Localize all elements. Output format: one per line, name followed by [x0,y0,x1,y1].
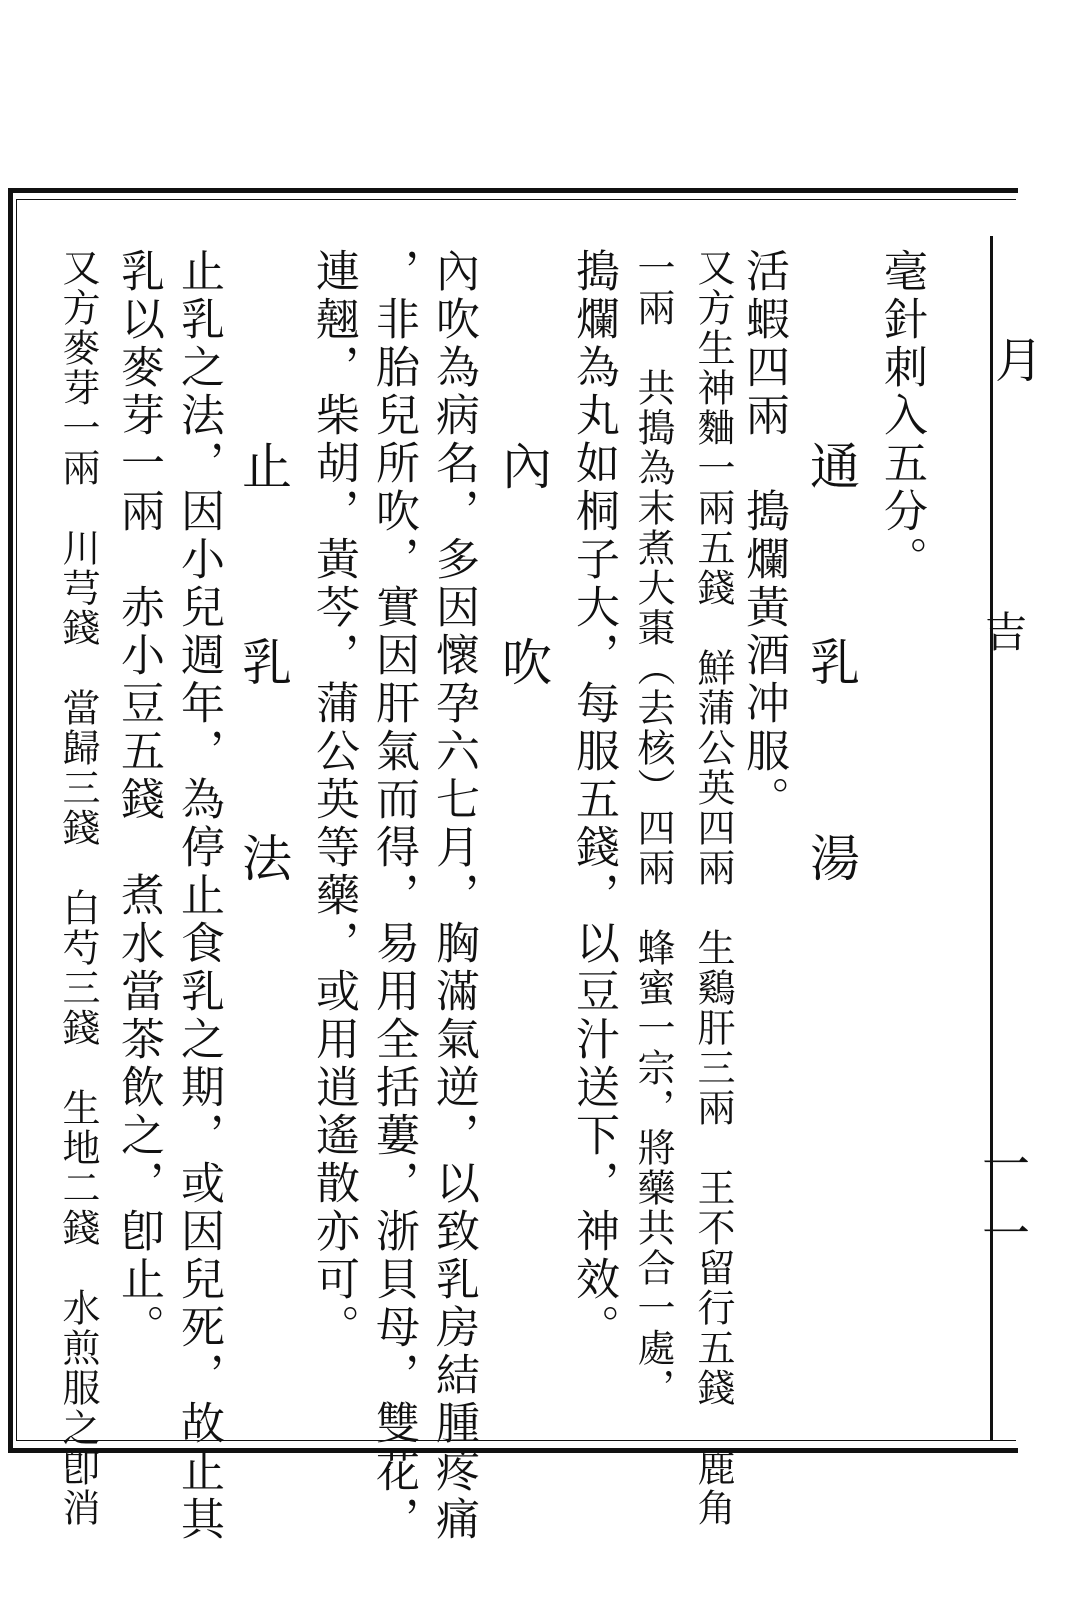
text-column-9: ，非胎兒所吹，實因肝氣而得，易用全括蔞，浙貝母，雙花， [368,248,419,1544]
page-frame-inner-bottom [16,1440,1016,1441]
section-heading-neichui: 內 吹 [494,440,552,730]
text-column-10: 連翹，柴胡，黃芩，蒲公英等藥，或用逍遙散亦可。 [308,248,359,1352]
text-column-5: 一兩 共搗為末煮大棗（去核）四兩 蜂蜜一宗，將藥共合一處， [631,248,675,1408]
page-frame-inner-top [16,199,1016,200]
page-frame-bottom [8,1448,1018,1453]
text-column-8: 內吹為病名，多因懷孕六七月，胸滿氣逆，以致乳房結腫疼痛 [428,248,479,1544]
text-column-14: 又方麥芽一兩 川芎錢 當歸三錢 白芍三錢 生地二錢 水煎服之卽消 [56,248,100,1528]
text-column-6: 搗爛為丸如桐子大，每服五錢，以豆汁送下，神效。 [568,248,619,1352]
margin-chapter-char-2: 吉 [985,608,1028,657]
text-column-12: 止乳之法，因小兒週年，為停止食乳之期，或因兒死，故止其 [173,248,224,1544]
page-frame-inner-left [16,199,17,1441]
section-heading-tongru: 通 乳 湯 [802,440,860,926]
page-frame-top [8,188,1018,193]
text-column-13: 乳以麥芽一兩 赤小豆五錢 煮水當茶飲之，卽止。 [113,248,164,1352]
margin-chapter-char: 月 [995,333,1044,389]
text-column-1: 毫針刺入五分。 [876,248,927,584]
section-heading-zhiru: 止 乳 法 [234,440,292,926]
text-column-3: 活蝦四兩 搗爛黃酒冲服。 [738,248,789,824]
page-frame-left [8,188,13,1453]
text-column-4: 又方生神麯一兩五錢 鮮蒲公英四兩 生鷄肝三兩 王不留行五錢 鹿角 [691,248,735,1528]
margin-page-number: 一一 [982,1137,1031,1262]
